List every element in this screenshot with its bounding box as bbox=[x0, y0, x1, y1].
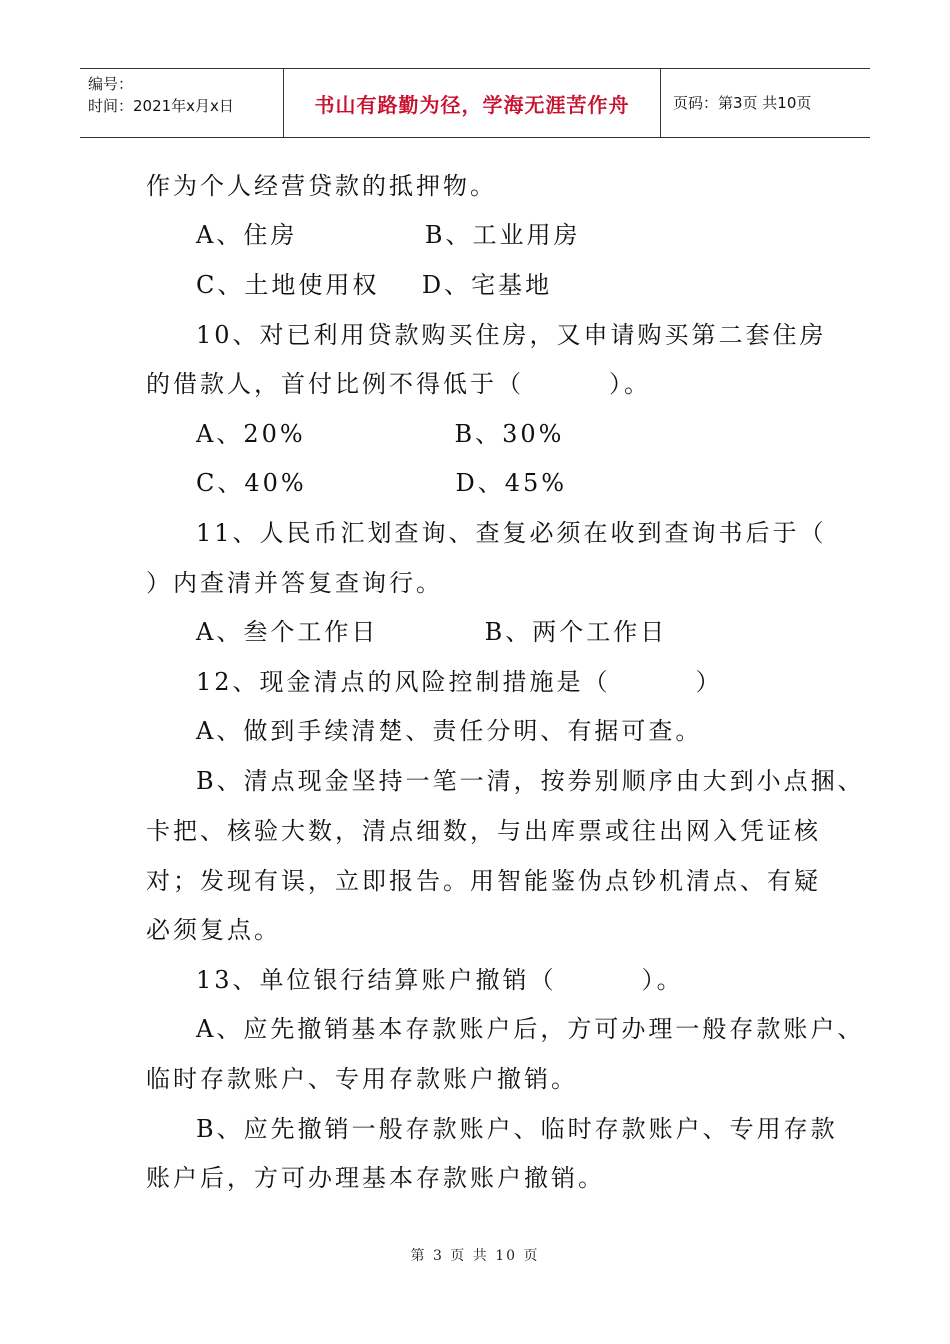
text-line: 账户后，方可办理基本存款账户撤销。 bbox=[146, 1164, 605, 1192]
text-line: 作为个人经营贷款的抵押物。 bbox=[146, 172, 497, 200]
question-line: 10、对已利用贷款购买住房，又申请购买第二套住房 bbox=[196, 321, 827, 349]
header-motto-cell bbox=[283, 69, 661, 137]
text-line: 的借款人，首付比例不得低于（ ）。 bbox=[146, 370, 652, 398]
option-line: C、土地使用权 D、宅基地 bbox=[196, 271, 553, 299]
option-line: A、应先撤销基本存款账户后，方可办理一般存款账户、 bbox=[196, 1015, 865, 1043]
option-line: B、清点现金坚持一笔一清，按券别顺序由大到小点捆、 bbox=[196, 767, 865, 795]
question-line: 13、单位银行结算账户撤销（ ）。 bbox=[196, 966, 684, 994]
page-header bbox=[80, 68, 870, 138]
page-label: 页码：第3页 共10页 bbox=[673, 94, 812, 112]
text-line: 卡把、核验大数，清点细数，与出库票或往出网入凭证核 bbox=[146, 817, 821, 845]
option-line: A、20% B、30% bbox=[196, 420, 565, 448]
text-line: 必须复点。 bbox=[146, 916, 281, 944]
option-line: A、做到手续清楚、责任分明、有据可查。 bbox=[196, 717, 703, 745]
text-line: 临时存款账户、专用存款账户撤销。 bbox=[146, 1065, 578, 1093]
header-meta bbox=[80, 69, 283, 137]
text-line: 对；发现有误，立即报告。用智能鉴伪点钞机清点、有疑 bbox=[146, 867, 821, 895]
option-line: B、应先撤销一般存款账户、临时存款账户、专用存款 bbox=[196, 1115, 838, 1143]
option-line: A、叁个工作日 B、两个工作日 bbox=[196, 618, 668, 646]
option-line: A、住房 B、工业用房 bbox=[196, 221, 581, 249]
motto: 书山有路勤为径，学海无涯苦作舟 bbox=[314, 92, 630, 117]
option-line: C、40% D、45% bbox=[196, 469, 568, 497]
time-label: 时间：2021年x月x日 bbox=[88, 97, 234, 115]
page-footer: 第 3 页 共 10 页 bbox=[410, 1248, 540, 1264]
question-line: 11、人民币汇划查询、查复必须在收到查询书后于（ bbox=[196, 519, 827, 547]
number-label: 编号： bbox=[88, 75, 134, 93]
text-line: ）内查清并答复查询行。 bbox=[146, 569, 443, 597]
header-page-cell bbox=[661, 69, 870, 137]
question-line: 12、现金清点的风险控制措施是（ ） bbox=[196, 668, 723, 696]
